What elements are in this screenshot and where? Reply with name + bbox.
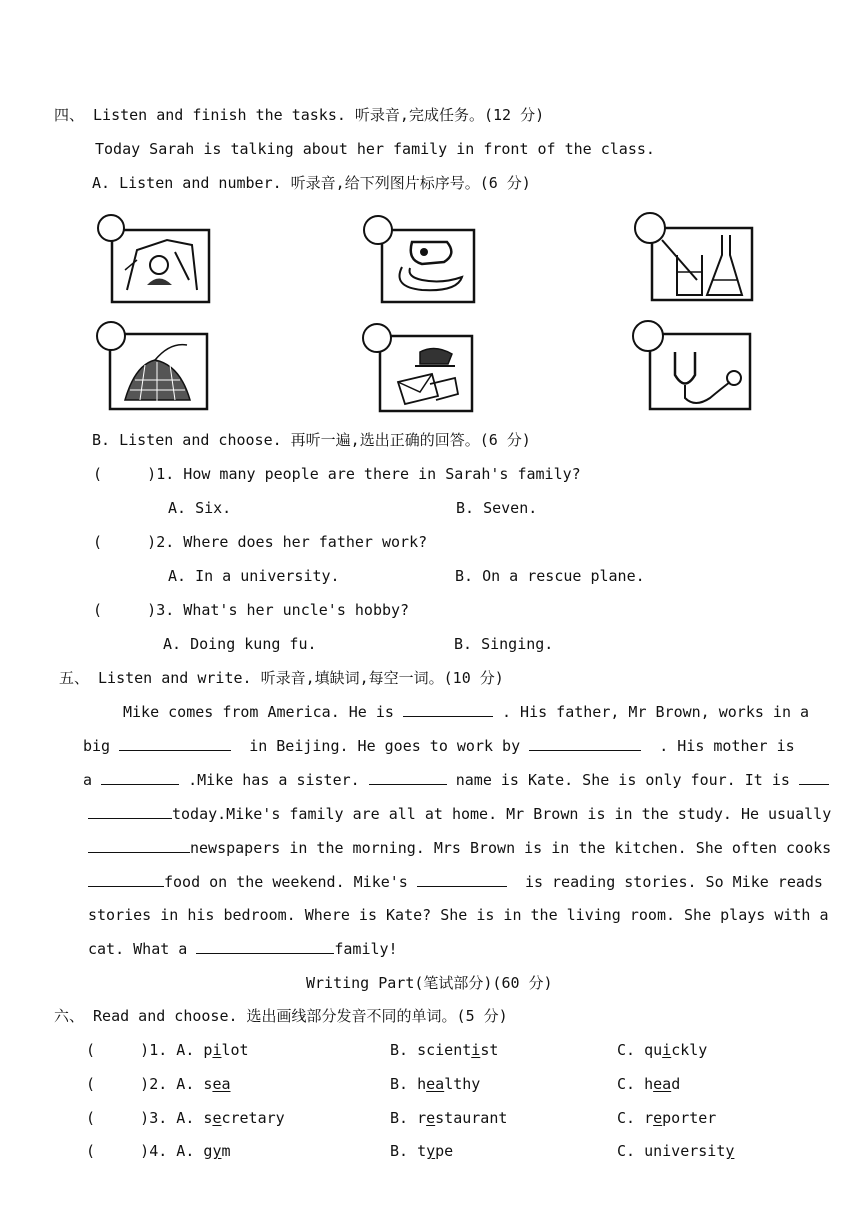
underlined-letters: i xyxy=(471,1041,481,1059)
phonics-item-1 xyxy=(86,1040,249,1060)
blank-10[interactable] xyxy=(196,939,334,954)
blank-3[interactable] xyxy=(529,736,641,751)
passage-line-5 xyxy=(88,838,831,858)
phonics-item-4-option-b: B. type xyxy=(390,1142,454,1160)
passage-text: name is Kate. She is only four. It is xyxy=(455,771,790,789)
section4-heading: 四、 Listen and finish the tasks. 听录音,完成任务。(12 分) xyxy=(54,106,545,124)
phonics-item-3-option-c: C. reporter xyxy=(617,1109,717,1127)
question-1 xyxy=(93,464,581,484)
answer-paren[interactable]: ( ) xyxy=(86,1041,150,1059)
section4-intro: Today Sarah is talking about her family in front of the class. xyxy=(95,140,655,158)
picture-fishing-net xyxy=(95,320,215,412)
option-c-word: reporter xyxy=(644,1109,717,1127)
passage-text: food on the weekend. Mike's xyxy=(164,873,408,891)
answer-paren[interactable]: ( ) xyxy=(93,533,157,551)
underlined-letters: ea xyxy=(212,1075,231,1093)
passage-text: in Beijing. He goes to work by xyxy=(249,737,521,755)
passage-text: cat. What a xyxy=(88,940,188,958)
picture-stethoscope xyxy=(630,320,755,412)
blank-7[interactable] xyxy=(88,838,190,853)
blank-5[interactable] xyxy=(369,770,447,785)
question-3-option-b: B. Singing. xyxy=(454,635,554,653)
passage-text: .Mike has a sister. xyxy=(188,771,360,789)
passage-text: . His father, Mr Brown, works in a xyxy=(502,703,810,721)
section5-heading: 五、 Listen and write. 听录音,填缺词,每空一词。(10 分) xyxy=(59,669,504,687)
phonics-item-1-option-c: C. quickly xyxy=(617,1041,708,1059)
passage-text: family! xyxy=(334,940,398,958)
blank-4[interactable] xyxy=(101,770,179,785)
underlined-letters: y xyxy=(212,1142,222,1160)
answer-paren[interactable]: ( ) xyxy=(86,1109,150,1127)
passage-line-4 xyxy=(88,804,831,824)
option-b-word: restaurant xyxy=(417,1109,508,1127)
option-a-word: gym xyxy=(203,1142,231,1160)
passage-line-2 xyxy=(83,736,795,756)
question-2-option-a: A. In a university. xyxy=(168,567,340,585)
question-text: 3. What's her uncle's hobby? xyxy=(156,601,410,619)
passage-line-6 xyxy=(88,872,823,892)
passage-line-8 xyxy=(88,939,398,959)
section6-heading: 六、 Read and choose. 选出画线部分发音不同的单词。(5 分) xyxy=(54,1007,508,1025)
passage-text: Mike comes from America. He is xyxy=(123,703,394,721)
underlined-letters: i xyxy=(662,1041,672,1059)
blank-9[interactable] xyxy=(417,872,507,887)
blank-2[interactable] xyxy=(119,736,231,751)
passage-text: . His mother is xyxy=(659,737,795,755)
passage-text: today.Mike's family are all at home. Mr Brown is in the study. He usually xyxy=(172,805,832,823)
phonics-item-4-option-c: C. university xyxy=(617,1142,735,1160)
question-3-option-a: A. Doing kung fu. xyxy=(163,635,317,653)
option-a-word: secretary xyxy=(203,1109,285,1127)
item-number: 2. A. xyxy=(149,1075,204,1093)
option-a-word: sea xyxy=(203,1075,231,1093)
question-2 xyxy=(93,532,427,552)
picture-pilot xyxy=(97,210,212,305)
underlined-letters: ea xyxy=(653,1075,672,1093)
item-number: 3. A. xyxy=(149,1109,204,1127)
item-number: 1. A. xyxy=(149,1041,204,1059)
option-c-word: head xyxy=(644,1075,681,1093)
underlined-letters: y xyxy=(426,1142,436,1160)
passage-line-3 xyxy=(83,770,829,790)
passage-line-1 xyxy=(123,702,809,722)
passage-line-7: stories in his bedroom. Where is Kate? She is in the living room. She plays with a xyxy=(88,906,829,924)
blank-6b[interactable] xyxy=(88,804,172,819)
answer-paren[interactable]: ( ) xyxy=(93,601,157,619)
phonics-item-4 xyxy=(86,1141,231,1161)
picture-beakers xyxy=(632,210,757,305)
phonics-item-2-option-b: B. healthy xyxy=(390,1075,481,1093)
underlined-letters: i xyxy=(212,1041,222,1059)
option-a-word: pilot xyxy=(203,1041,249,1059)
option-b-word: scientist xyxy=(417,1041,499,1059)
answer-paren[interactable]: ( ) xyxy=(86,1142,150,1160)
answer-paren[interactable]: ( ) xyxy=(86,1075,150,1093)
question-1-option-b: B. Seven. xyxy=(456,499,538,517)
question-text: 1. How many people are there in Sarah's family? xyxy=(156,465,581,483)
option-c-word: university xyxy=(644,1142,735,1160)
answer-paren[interactable]: ( ) xyxy=(93,465,157,483)
picture-letters-cap xyxy=(360,322,480,414)
underlined-letters: e xyxy=(212,1109,222,1127)
writing-part-heading: Writing Part(笔试部分)(60 分) xyxy=(306,974,553,992)
question-2-option-b: B. On a rescue plane. xyxy=(455,567,645,585)
phonics-item-1-option-b: B. scientist xyxy=(390,1041,499,1059)
passage-text: big xyxy=(83,737,111,755)
option-b-word: type xyxy=(417,1142,454,1160)
phonics-item-2-option-c: C. head xyxy=(617,1075,681,1093)
question-3 xyxy=(93,600,409,620)
option-c-word: quickly xyxy=(644,1041,708,1059)
passage-text: is reading stories. So Mike reads xyxy=(524,873,823,891)
blank-6a[interactable] xyxy=(799,770,829,785)
passage-text: a xyxy=(83,771,93,789)
phonics-item-3 xyxy=(86,1108,285,1128)
picture-whistle xyxy=(362,212,477,307)
question-1-option-a: A. Six. xyxy=(168,499,232,517)
phonics-item-2 xyxy=(86,1074,231,1094)
blank-1[interactable] xyxy=(403,702,493,717)
underlined-letters: ea xyxy=(426,1075,445,1093)
item-number: 4. A. xyxy=(149,1142,204,1160)
section4-partA: A. Listen and number. 听录音,给下列图片标序号。(6 分) xyxy=(92,174,531,192)
option-b-word: healthy xyxy=(417,1075,481,1093)
underlined-letters: y xyxy=(725,1142,735,1160)
underlined-letters: e xyxy=(426,1109,436,1127)
passage-text: newspapers in the morning. Mrs Brown is in the kitchen. She often cooks xyxy=(190,839,832,857)
phonics-item-3-option-b: B. restaurant xyxy=(390,1109,508,1127)
underlined-letters: e xyxy=(653,1109,663,1127)
section4-partB: B. Listen and choose. 再听一遍,选出正确的回答。(6 分) xyxy=(92,431,531,449)
blank-8[interactable] xyxy=(88,872,164,887)
question-text: 2. Where does her father work? xyxy=(156,533,428,551)
